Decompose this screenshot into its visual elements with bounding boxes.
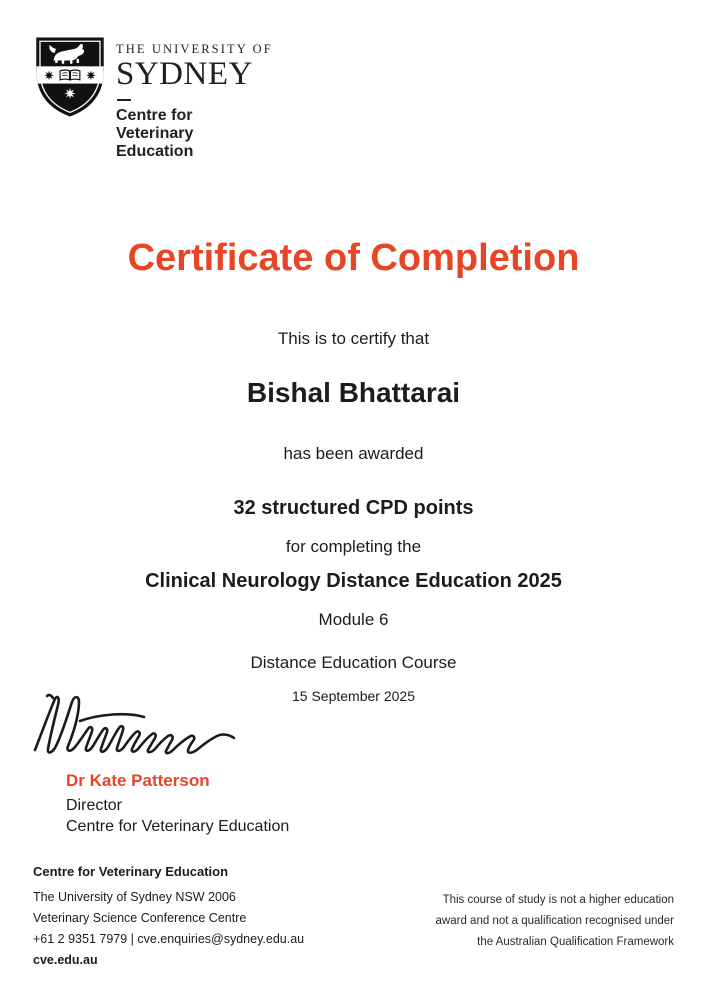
signature (30, 692, 245, 762)
signer-name: Dr Kate Patterson (66, 771, 210, 790)
for-completing-line: for completing the (285, 537, 422, 556)
footer-website: cve.edu.au (33, 953, 98, 967)
centre-line-1: Centre for (116, 106, 193, 124)
footer-address-line-2: Veterinary Science Conference Centre (33, 911, 247, 925)
footer (33, 864, 674, 971)
recipient-name: Bishal Bhattarai (246, 377, 461, 408)
footer-disclaimer (436, 864, 674, 953)
footer-phone-email: +61 2 9351 7979 | cve.enquiries@sydney.edu.au (33, 932, 305, 946)
module-name: Module 6 (318, 610, 389, 629)
logo-dash (117, 99, 131, 101)
centre-line-3: Education (116, 142, 194, 160)
university-name-text: SYDNEY (116, 56, 253, 92)
disclaimer-line-1: This course of study is not a higher education (442, 894, 674, 906)
signer-role: Director (66, 797, 123, 814)
awarded-line: has been awarded (283, 444, 424, 463)
university-small-text: THE UNIVERSITY OF (116, 42, 273, 56)
completion-date: 15 September 2025 (292, 688, 415, 704)
disclaimer-line-2: award and not a qualification recognised under (435, 915, 674, 927)
disclaimer-line-3: the Australian Qualification Framework (477, 936, 674, 948)
footer-contact-block (33, 864, 304, 971)
certificate-title: Certificate of Completion (127, 237, 580, 279)
centre-line-2: Veterinary (116, 124, 194, 142)
footer-org-name: Centre for Veterinary Education (33, 864, 229, 879)
university-shield-icon (33, 34, 107, 120)
signer-organisation: Centre for Veterinary Education (66, 818, 290, 835)
cpd-points: 32 structured CPD points (233, 497, 474, 519)
footer-address-line-1: The University of Sydney NSW 2006 (33, 890, 236, 904)
course-type: Distance Education Course (250, 653, 457, 672)
signer-block (66, 771, 289, 837)
certify-line: This is to certify that (277, 329, 430, 348)
university-wordmark (116, 34, 273, 161)
course-name: Clinical Neurology Distance Education 2025 (145, 570, 562, 592)
university-logo (33, 34, 273, 161)
